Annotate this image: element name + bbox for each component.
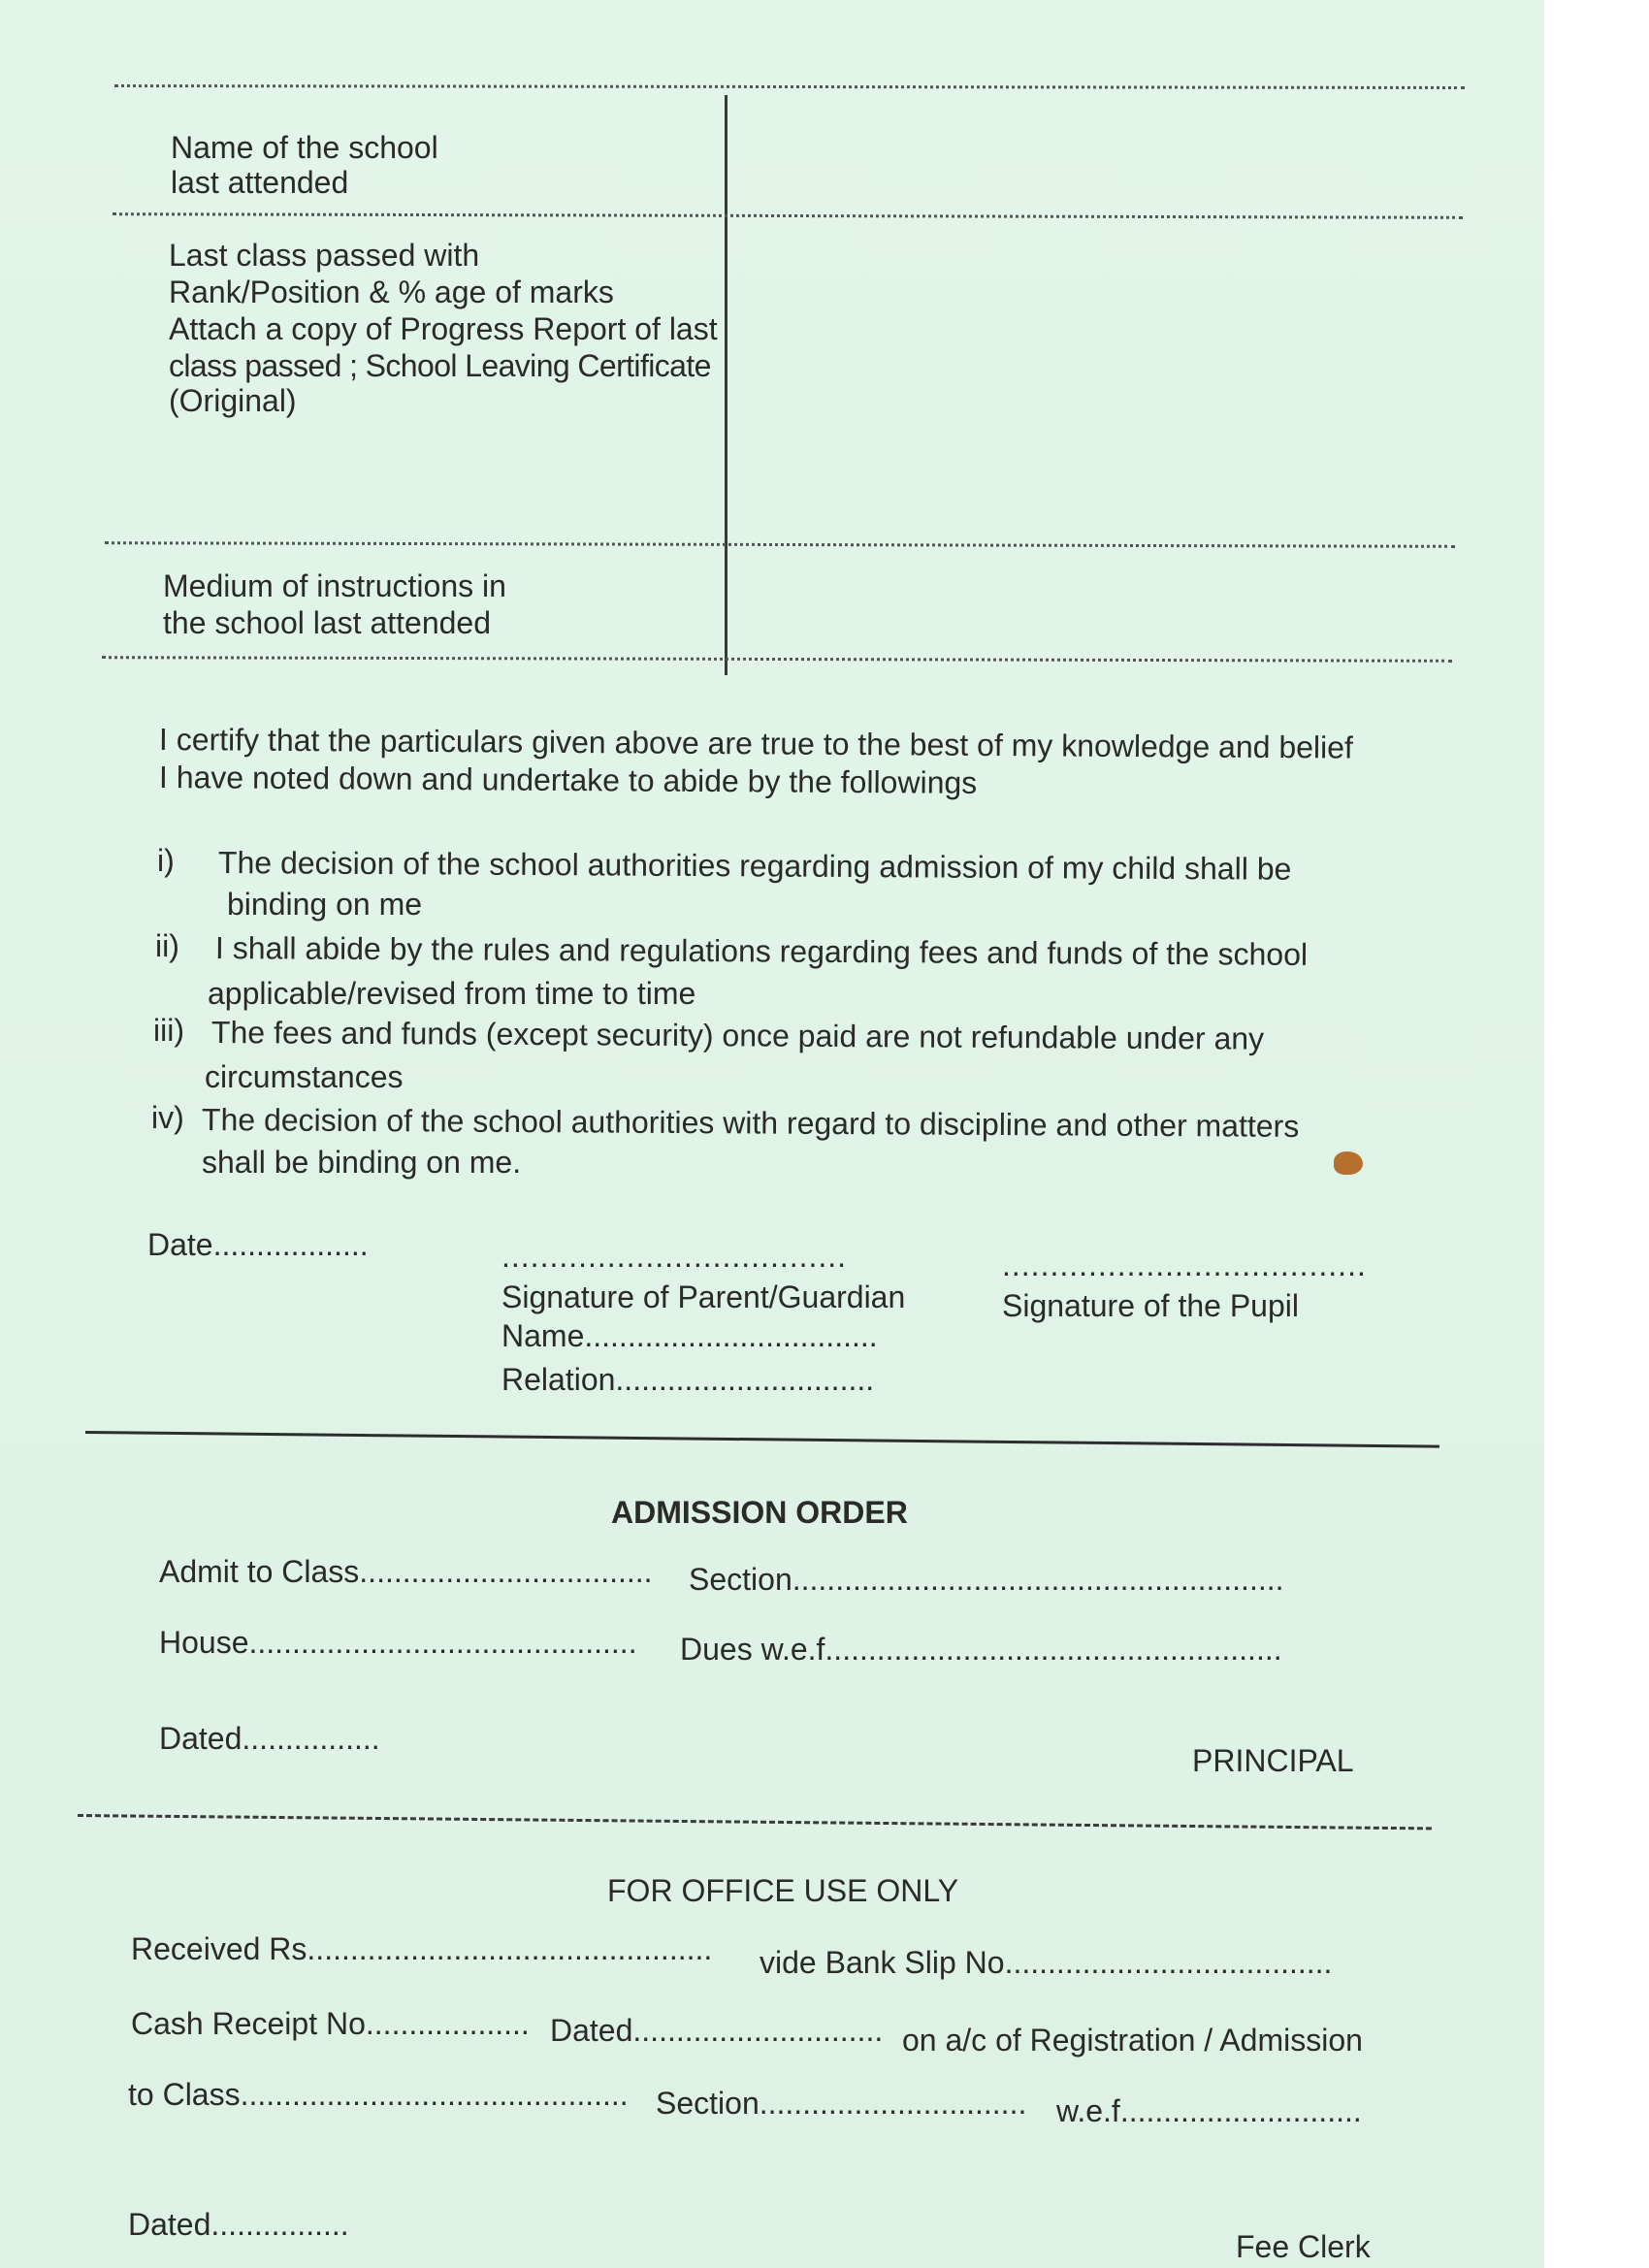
parent-relation-field[interactable]: Relation.............................. xyxy=(501,1362,875,1397)
undertaking-marker-1: i) xyxy=(157,843,175,878)
admission-order-title: ADMISSION ORDER xyxy=(611,1495,908,1530)
last-class-label-line-4: class passed ; School Leaving Certificate xyxy=(169,348,711,383)
office-dated-field[interactable]: Dated................ xyxy=(128,2207,349,2242)
house-field[interactable]: House............................................. xyxy=(159,1625,637,1660)
to-class-field[interactable]: to Class............................................. xyxy=(128,2077,629,2112)
undertaking-text-3a: The fees and funds (except security) once paid are not refundable under any xyxy=(210,1015,1265,1056)
account-label: on a/c of Registration / Admission xyxy=(902,2023,1363,2057)
ink-stain xyxy=(1334,1151,1363,1175)
principal-label: PRINCIPAL xyxy=(1192,1743,1354,1778)
bank-slip-field[interactable]: vide Bank Slip No...................................... xyxy=(760,1945,1333,1980)
table-rule-3 xyxy=(102,656,1452,663)
undertaking-text-1a: The decision of the school authorities regarding admission of my child shall be xyxy=(217,845,1292,887)
school-name-value[interactable] xyxy=(737,129,1455,207)
office-section-field[interactable]: Section............................... xyxy=(656,2086,1027,2121)
received-rs-field[interactable]: Received Rs............................................... xyxy=(131,1931,713,1966)
pupil-signature-line[interactable]: ...................................... xyxy=(1002,1247,1367,1282)
undertaking-text-3b: circumstances xyxy=(205,1059,404,1094)
cash-receipt-field[interactable]: Cash Receipt No................... xyxy=(131,2006,530,2041)
undertaking-marker-3: iii) xyxy=(153,1013,184,1048)
undertaking-text-2a: I shall abide by the rules and regulations regarding fees and funds of the school xyxy=(214,930,1309,972)
cut-line xyxy=(78,1814,1432,1830)
parent-name-field[interactable]: Name.................................. xyxy=(501,1318,878,1353)
medium-value[interactable] xyxy=(737,567,1455,645)
last-class-value[interactable] xyxy=(737,233,1455,534)
declaration-line-2: I have noted down and undertake to abide by the followings xyxy=(158,760,978,800)
undertaking-text-4b: shall be binding on me. xyxy=(202,1145,522,1180)
school-name-label-line-2: last attended xyxy=(171,165,349,200)
table-rule-top xyxy=(114,84,1465,89)
parent-signature-label: Signature of Parent/Guardian xyxy=(501,1280,906,1314)
last-class-label-line-3: Attach a copy of Progress Report of last xyxy=(169,311,718,346)
table-rule-1 xyxy=(113,212,1463,219)
declaration-line-1: I certify that the particulars given above are true to the best of my knowledge and belief xyxy=(158,722,1354,765)
table-rule-2 xyxy=(105,541,1455,548)
undertaking-text-1b: binding on me xyxy=(227,887,423,922)
last-class-label-line-2: Rank/Position & % age of marks xyxy=(169,275,614,309)
undertaking-text-4a: The decision of the school authorities with regard to discipline and other matters xyxy=(201,1102,1300,1144)
office-use-title: FOR OFFICE USE ONLY xyxy=(607,1873,959,1908)
dues-wef-field[interactable]: Dues w.e.f..................................................... xyxy=(680,1632,1282,1667)
fee-clerk-label: Fee Clerk xyxy=(1236,2229,1371,2264)
wef-field[interactable]: w.e.f............................ xyxy=(1056,2093,1362,2128)
section-divider xyxy=(85,1431,1439,1448)
receipt-dated-field[interactable]: Dated............................. xyxy=(550,2013,884,2048)
last-class-label-line-5: (Original) xyxy=(169,383,297,418)
medium-label-line-2: the school last attended xyxy=(163,605,492,640)
section-field[interactable]: Section......................................................... xyxy=(689,1562,1284,1597)
date-field[interactable]: Date.................. xyxy=(147,1227,369,1262)
undertaking-marker-2: ii) xyxy=(155,928,179,963)
pupil-signature-label: Signature of the Pupil xyxy=(1002,1288,1299,1323)
scan-margin xyxy=(1544,0,1649,2268)
school-name-label-line-1: Name of the school xyxy=(171,130,438,165)
medium-label-line-1: Medium of instructions in xyxy=(163,568,506,603)
order-dated-field[interactable]: Dated................ xyxy=(159,1721,380,1756)
last-class-label-line-1: Last class passed with xyxy=(169,238,480,273)
table-divider xyxy=(725,95,728,675)
undertaking-text-2b: applicable/revised from time to time xyxy=(208,976,696,1011)
parent-signature-line[interactable]: .................................... xyxy=(501,1239,848,1274)
admit-to-class-field[interactable]: Admit to Class.................................. xyxy=(159,1554,653,1589)
undertaking-marker-4: iv) xyxy=(151,1100,184,1135)
